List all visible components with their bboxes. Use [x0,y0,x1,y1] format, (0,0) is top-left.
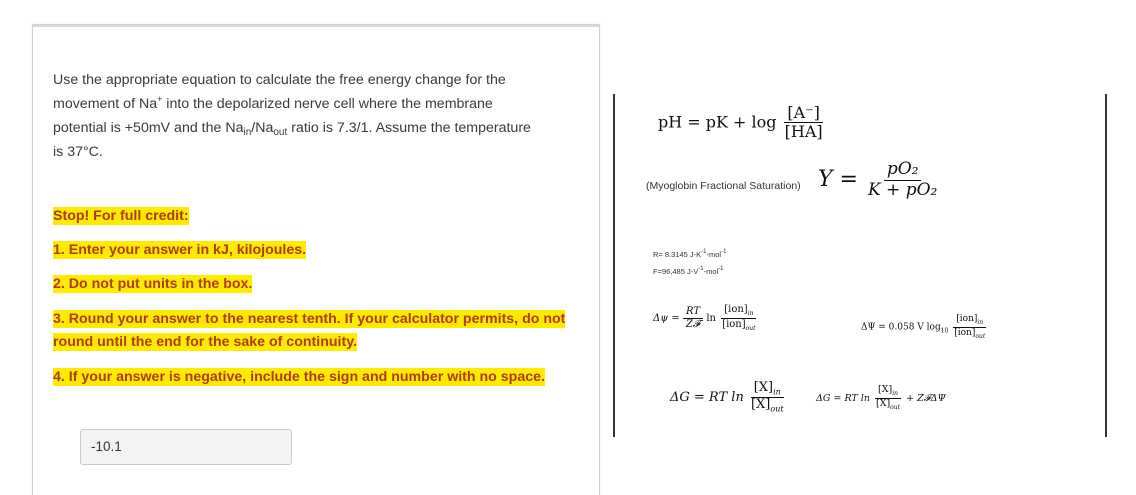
nernst-equation: Δψ = $\frac{RT}{\text{Z𝓕}}$ ln $\frac{[ion]_{in}}{[ion]_{out}}$ [653,304,756,332]
henderson-hasselbalch-equation: pH = pK + log $\frac{[A^-]}{[HA]}$ [658,103,823,142]
free-energy-equation: ΔG = RT ln $\frac{[X]_{in}}{[X]_{out}}$ [670,380,784,414]
equation-panel-left-rule [613,94,615,437]
question-line-2: movement of Na+ into the depolarized nerve cell where the membrane [53,94,493,112]
instruction-1: 1. Enter your answer in kJ, kilojoules. [53,242,307,258]
faraday-constant: F=96,485 $J-V^{-1}-mol^{-1}$ [653,266,724,276]
question-line-3: potential is +50mV and the $Na_{in}/Na_{out}$ ratio is 7.3/1. Assume the temperature [53,120,531,138]
question-text [53,68,583,164]
equation-panel-right-rule [1105,94,1107,437]
answer-input[interactable]: -10.1 [80,429,292,465]
instruction-2: 2. Do not put units in the box. [53,276,253,292]
question-line-1: Use the appropriate equation to calculate the free energy change for the [53,72,506,88]
myoglobin-equation: Y = $\frac{\text{pO₂}}{\text{K + pO₂}}$ [818,159,938,200]
nernst-log-equation: ΔΨ = 0.058 V $\log_{10}$ $\frac{[ion]_{in}}{[ion]_{out}}$ [861,314,986,340]
myoglobin-label: (Myoglobin Fractional Saturation) [646,180,801,192]
instruction-stop: Stop! For full credit: [53,208,189,224]
instruction-3: 3. Round your answer to the nearest tenth. If your calculator permits, do not round until the end for the sake of continuity. [53,311,566,350]
gas-constant: R= 8.3145 $J-K^{-1}-mol^{-1}$ [653,249,727,259]
question-line-4: is 37°C. [53,144,103,160]
free-energy-membrane-equation: ΔG = RT ln $\frac{[X]_{in}}{[X]_{out}}$ + Z𝓕ΔΨ [816,384,946,411]
instruction-4: 4. If your answer is negative, include the sign and number with no space. [53,369,545,385]
